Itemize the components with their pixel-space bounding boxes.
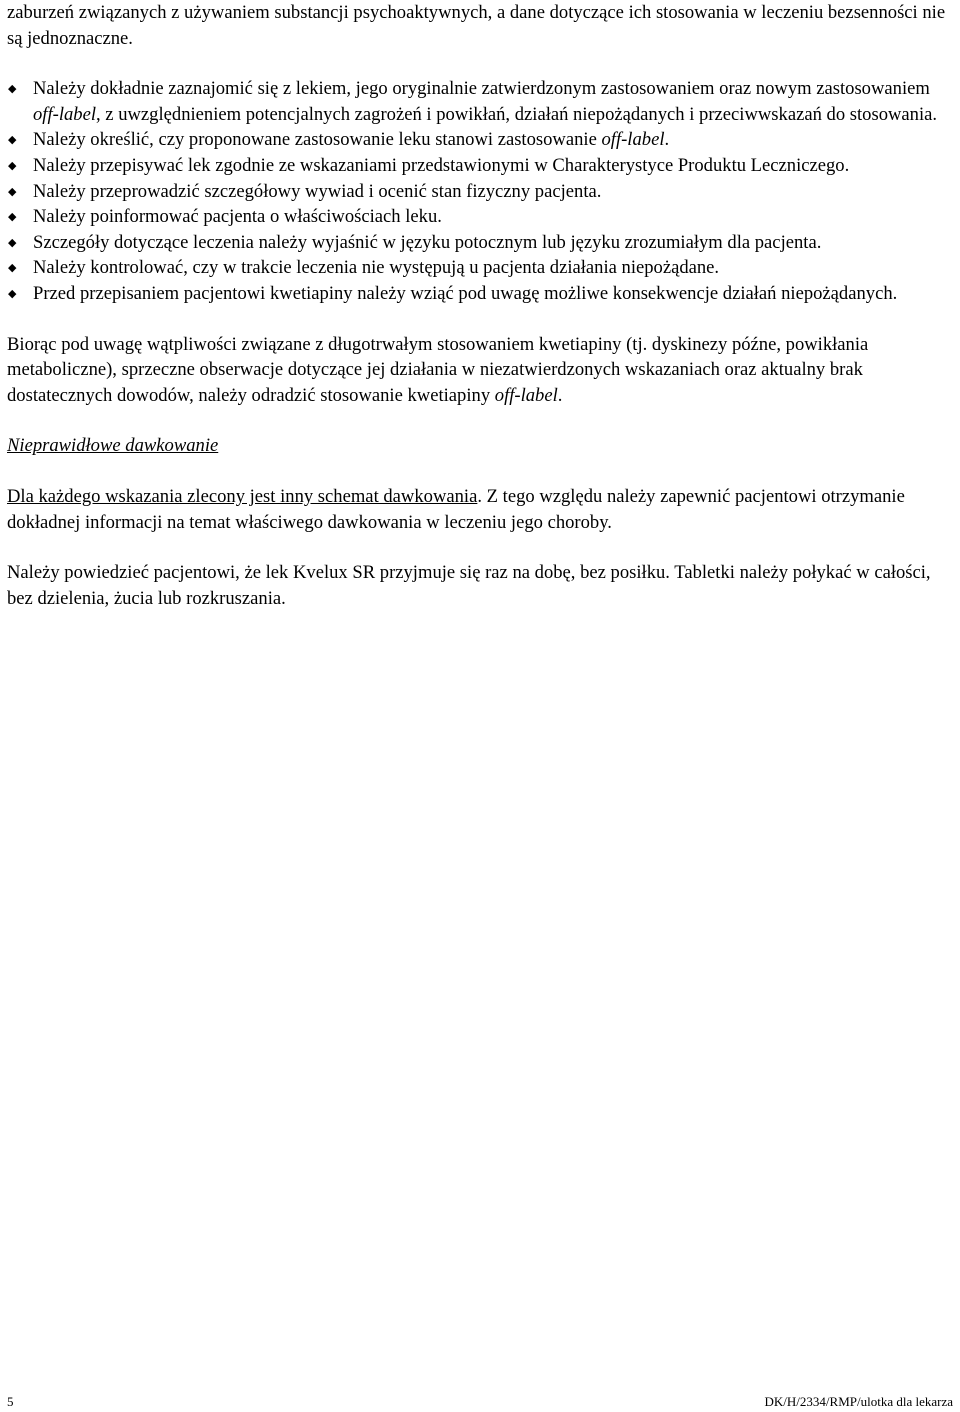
recommendation-list xyxy=(7,76,953,306)
diamond-bullet-icon: ◆ xyxy=(8,235,17,249)
document-reference: DK/H/2334/RMP/ulotka dla lekarza xyxy=(764,1394,953,1409)
diamond-bullet-icon: ◆ xyxy=(8,133,17,147)
list-item-text-part: Należy dokładnie zaznajomić się z lekiem, jego oryginalnie zatwierdzonym zastosowaniem oraz nowym zastosowaniem xyxy=(33,78,930,100)
administration-paragraph: Należy powiedzieć pacjentowi, że lek Kvelux SR przyjmuje się raz na dobę, bez posiłku. Tabletki należy połykać w całości, bez dzielenia, żucia lub rozkruszania. xyxy=(7,562,931,609)
intro-paragraph: zaburzeń związanych z używaniem substancji psychoaktywnych, a dane dotyczące ich stosowania w leczeniu bezsenności nie są jednoznaczne. xyxy=(7,2,946,49)
list-item-text: Należy kontrolować, czy w trakcie leczenia nie występują u pacjenta działania niepożądane. xyxy=(33,257,720,279)
list-item xyxy=(7,255,953,281)
off-label-term: off-label xyxy=(33,103,96,125)
diamond-bullet-icon: ◆ xyxy=(8,261,17,275)
list-item xyxy=(7,153,953,179)
list-item xyxy=(7,127,953,153)
document-page xyxy=(7,0,953,611)
list-item-text-part: Należy określić, czy proponowane zastosowanie leku stanowi zastosowanie xyxy=(33,129,602,151)
list-item xyxy=(7,281,953,307)
list-item-text-part: . xyxy=(664,129,670,151)
list-item-text: Należy poinformować pacjenta o właściwościach leku. xyxy=(33,206,442,228)
off-label-warning-paragraph xyxy=(7,332,953,409)
diamond-bullet-icon: ◆ xyxy=(8,184,17,198)
list-item-text-part: , z uwzględnieniem potencjalnych zagrożeń i powikłań, działań niepożądanych i przeciwwskazań do stosowania. xyxy=(96,103,938,125)
diamond-bullet-icon: ◆ xyxy=(8,286,17,300)
paragraph-text-part: Biorąc pod uwagę wątpliwości związane z długotrwałym stosowaniem kwetiapiny (tj. dyskinezy późne, powikłania metaboliczne), sprzeczne obserwacje dotyczące jej działania w niezatwierdzonych wskazaniach oraz aktualny brak dostatecznych dowodów, należy odradzić stosowanie kwetiapiny xyxy=(7,333,869,406)
underlined-phrase: Dla każdego wskazania zlecony jest inny schemat dawkowania xyxy=(7,485,478,507)
dosing-paragraph xyxy=(7,484,953,535)
list-item xyxy=(7,76,953,127)
diamond-bullet-icon: ◆ xyxy=(8,158,17,172)
diamond-bullet-icon: ◆ xyxy=(8,82,17,96)
page-number: 5 xyxy=(7,1394,14,1409)
off-label-term: off-label xyxy=(494,384,558,406)
list-item-text: Przed przepisaniem pacjentowi kwetiapiny należy wziąć pod uwagę możliwe konsekwencje działań niepożądanych. xyxy=(33,282,898,304)
list-item-text: Należy przeprowadzić szczegółowy wywiad i ocenić stan fizyczny pacjenta. xyxy=(33,180,602,202)
off-label-term: off-label xyxy=(601,129,665,151)
paragraph-text-part: . Z tego względu należy zapewnić pacjentowi otrzymanie dokładnej informacji na temat właściwego dawkowania w leczeniu jego choroby. xyxy=(7,485,905,533)
list-item xyxy=(7,204,953,230)
paragraph-text-part: . xyxy=(557,384,563,406)
diamond-bullet-icon: ◆ xyxy=(8,210,17,224)
list-item xyxy=(7,179,953,205)
list-item-text: Należy przepisywać lek zgodnie ze wskazaniami przedstawionymi w Charakterystyce Produktu Leczniczego. xyxy=(33,154,850,176)
list-item xyxy=(7,230,953,256)
list-item-text: Szczegóły dotyczące leczenia należy wyjaśnić w języku potocznym lub języku zrozumiałym dla pacjenta. xyxy=(33,231,822,253)
section-heading: Nieprawidłowe dawkowanie xyxy=(7,435,219,457)
